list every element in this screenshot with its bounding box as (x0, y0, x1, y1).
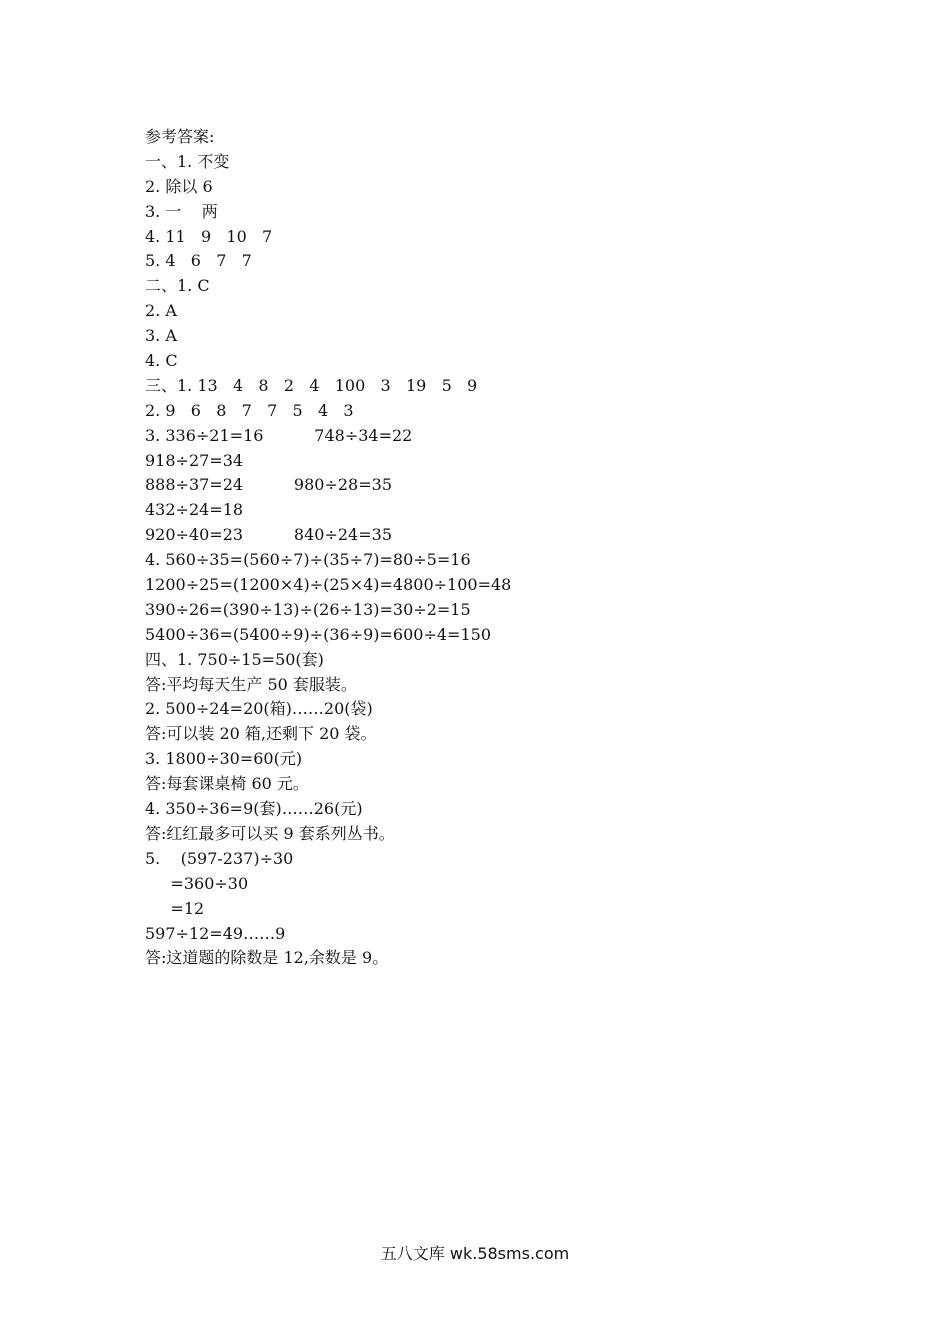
answer-line: 答:红红最多可以买 9 套系列丛书。 (145, 823, 395, 843)
answer-line: 597÷12=49……9 (145, 923, 286, 943)
answer-line: 一、1. 不变 (145, 151, 230, 171)
answer-line: 3. A (145, 326, 177, 346)
answer-line: 4. 350÷36=9(套)……26(元) (145, 799, 363, 819)
answer-line: 答:这道题的除数是 12,余数是 9。 (145, 948, 389, 968)
answer-line: 二、1. C (145, 276, 210, 296)
answer-line: 5. (597-237)÷30 (145, 848, 294, 868)
answer-line: =12 (145, 898, 205, 918)
answer-line: 3. 1800÷30=60(元) (145, 749, 303, 769)
answer-line: 3. 一 两 (145, 201, 218, 221)
answer-lines (145, 150, 845, 971)
answer-line: 432÷24=18 (145, 500, 244, 520)
answer-line: 5. 4 6 7 7 (145, 251, 252, 271)
answer-line: 5400÷36=(5400÷9)÷(36÷9)=600÷4=150 (145, 624, 491, 644)
answer-heading: 参考答案: (145, 127, 215, 146)
answer-line: 2. 9 6 8 7 7 5 4 3 (145, 400, 354, 420)
answer-line: 390÷26=(390÷13)÷(26÷13)=30÷2=15 (145, 599, 471, 619)
answer-key (145, 125, 845, 971)
answer-line: 答:可以装 20 箱,还剩下 20 袋。 (145, 724, 377, 744)
answer-line: 2. A (145, 301, 177, 321)
answer-line: 1200÷25=(1200×4)÷(25×4)=4800÷100=48 (145, 575, 512, 595)
answer-line: 2. 500÷24=20(箱)……20(袋) (145, 699, 373, 719)
footer-watermark: 五八文库 wk.58sms.com (380, 1244, 570, 1263)
answer-line: 920÷40=23 840÷24=35 (145, 525, 392, 545)
answer-line: =360÷30 (145, 873, 249, 893)
answer-line: 4. C (145, 351, 178, 371)
answer-line: 三、1. 13 4 8 2 4 100 3 19 5 9 (145, 375, 478, 395)
answer-line: 888÷37=24 980÷28=35 (145, 475, 392, 495)
answer-line: 4. 11 9 10 7 (145, 226, 273, 246)
answer-line: 答:每套课桌椅 60 元。 (145, 774, 309, 794)
answer-line: 四、1. 750÷15=50(套) (145, 649, 324, 669)
answer-line: 4. 560÷35=(560÷7)÷(35÷7)=80÷5=16 (145, 550, 471, 570)
answer-line: 答:平均每天生产 50 套服装。 (145, 674, 357, 694)
answer-line: 918÷27=34 (145, 450, 244, 470)
answer-line: 2. 除以 6 (145, 176, 213, 196)
answer-line: 3. 336÷21=16 748÷34=22 (145, 425, 413, 445)
